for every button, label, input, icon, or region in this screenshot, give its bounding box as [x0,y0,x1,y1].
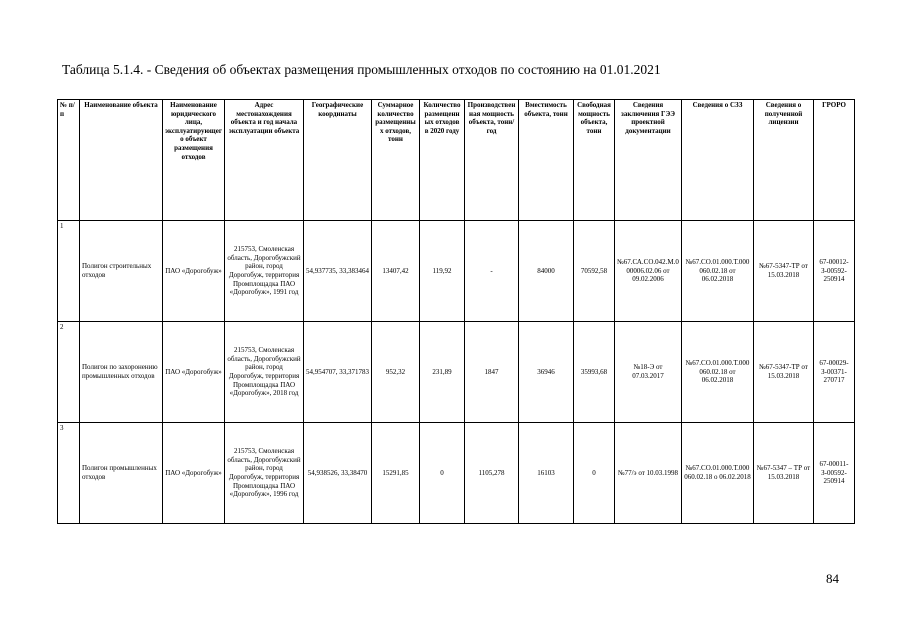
header-szz: Сведения о СЗЗ [682,100,754,221]
header-name: Наименование объекта [80,100,163,221]
cell-szz: №67.СО.01.000.Т.000060.02.18 о 06.02.2018 [682,423,754,524]
cell-free: 0 [574,423,615,524]
header-capacity: Производственная мощность объекта, тонн/год [465,100,519,221]
header-operator: Наименование юридического лица, эксплуатирующего объект размещения отходов [163,100,225,221]
cell-license: №67-5347-ТР от 15.03.2018 [754,322,814,423]
cell-free: 35993,68 [574,322,615,423]
cell-year2020: 231,89 [420,322,465,423]
header-volume: Вместимость объекта, тонн [519,100,574,221]
cell-year2020: 0 [420,423,465,524]
header-groro: ГРОРО [814,100,855,221]
cell-address: 215753, Смоленская область, Дорогобужский район, город Дорогобуж, территория Промплощадка ПАО «Дорогобуж», 1996 год [225,423,304,524]
table-row [58,423,855,524]
cell-num: 3 [58,423,80,524]
cell-gee: №67.СА.СО.042.М.000006.02.06 от 09.02.2006 [615,221,682,322]
cell-szz: №67.СО.01.000.Т.000060.02.18 от 06.02.2018 [682,322,754,423]
waste-objects-table [57,99,855,524]
cell-total: 13407,42 [372,221,420,322]
cell-operator: ПАО «Дорогобуж» [163,221,225,322]
cell-volume: 84000 [519,221,574,322]
cell-total: 952,32 [372,322,420,423]
header-gee: Сведения заключения ГЭЭ проектной документации [615,100,682,221]
table-row [58,322,855,423]
cell-operator: ПАО «Дорогобуж» [163,423,225,524]
cell-num: 1 [58,221,80,322]
header-num: № п/п [58,100,80,221]
cell-name: Полигон по захоронению промышленных отходов [80,322,163,423]
header-total: Суммарное количество размещенных отходов, тонн [372,100,420,221]
cell-coords: 54,938526, 33,38470 [304,423,372,524]
table-row [58,221,855,322]
header-license: Сведения о полученной лицензии [754,100,814,221]
cell-address: 215753, Смоленская область, Дорогобужский район, город Дорогобуж, территория Промплощадка ПАО «Дорогобуж», 1991 год [225,221,304,322]
cell-year2020: 119,92 [420,221,465,322]
cell-coords: 54,954707, 33,371783 [304,322,372,423]
cell-volume: 36946 [519,322,574,423]
cell-address: 215753, Смоленская область, Дорогобужский район, город Дорогобуж, территория Промплощадка ПАО «Дорогобуж», 2018 год [225,322,304,423]
header-coords: Географические координаты [304,100,372,221]
header-free: Свободная мощность объекта, тонн [574,100,615,221]
cell-free: 70592,58 [574,221,615,322]
cell-capacity: 1105,278 [465,423,519,524]
page-number: 84 [826,571,839,586]
cell-name: Полигон промышленных отходов [80,423,163,524]
header-address: Адрес местонахождения объекта и год начала эксплуатации объекта [225,100,304,221]
cell-license: №67-5347-ТР от 15.03.2018 [754,221,814,322]
cell-total: 15291,85 [372,423,420,524]
cell-capacity: 1847 [465,322,519,423]
cell-license: №67-5347 – ТР от 15.03.2018 [754,423,814,524]
cell-name: Полигон строительных отходов [80,221,163,322]
cell-gee: №18-Э от 07.03.2017 [615,322,682,423]
cell-groro: 67-00029-З-00371-270717 [814,322,855,423]
cell-groro: 67-00011-З-00592-250914 [814,423,855,524]
cell-volume: 16103 [519,423,574,524]
cell-szz: №67.СО.01.000.Т.000060.02.18 от 06.02.2018 [682,221,754,322]
cell-operator: ПАО «Дорогобуж» [163,322,225,423]
cell-coords: 54,937735, 33,383464 [304,221,372,322]
page-title: Таблица 5.1.4. - Сведения об объектах размещения промышленных отходов по состоянию на 01.01.2021 [62,62,661,77]
cell-gee: №77/э от 10.03.1998 [615,423,682,524]
cell-num: 2 [58,322,80,423]
cell-capacity: - [465,221,519,322]
table-header-row [58,100,855,221]
cell-groro: 67-00012-З-00592-250914 [814,221,855,322]
header-year2020: Количество размещенных отходов в 2020 году [420,100,465,221]
